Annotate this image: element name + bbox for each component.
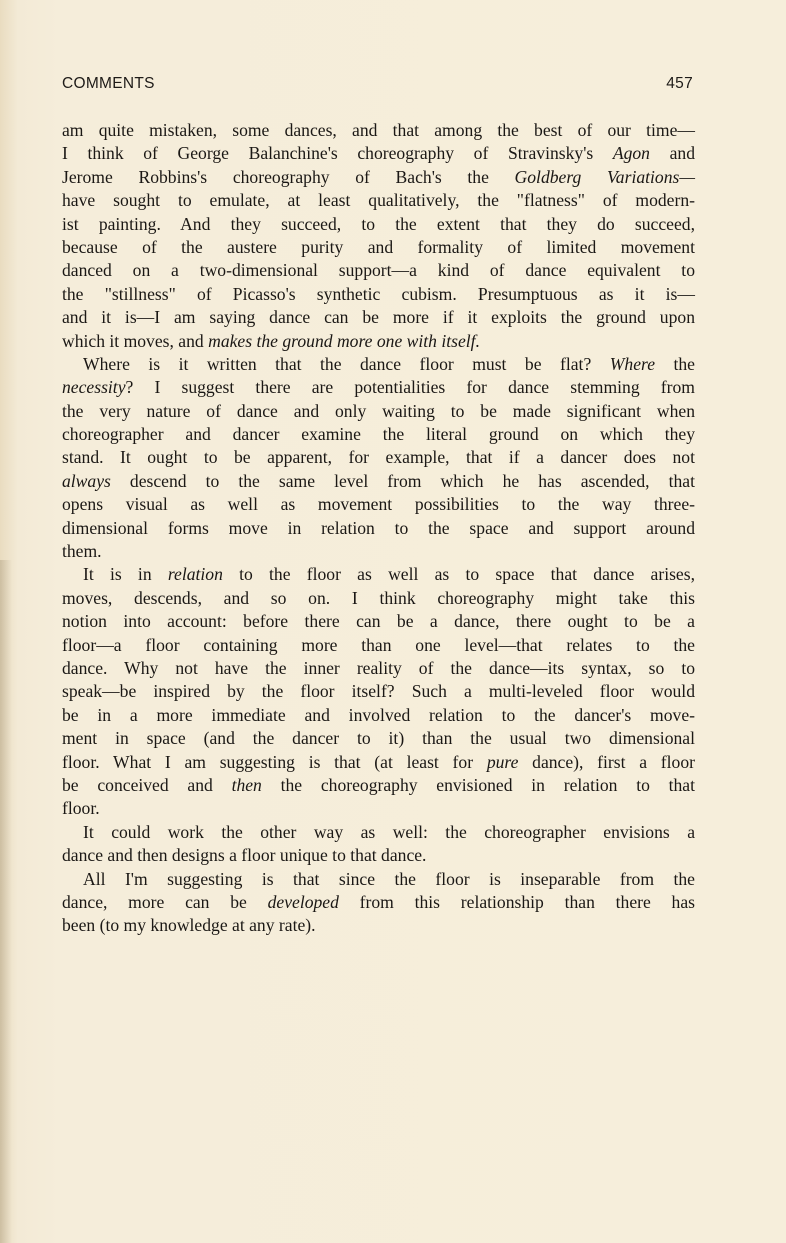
text-run: the: [655, 353, 695, 374]
text-line: [62, 259, 695, 282]
italic-text: necessity: [62, 377, 126, 398]
text-run: because of the austere purity and formality of limited movement: [62, 236, 695, 257]
text-run: danced on a two-dimensional support—a kind of dance equivalent to: [62, 260, 695, 281]
text-run: from this relationship than there has: [338, 891, 695, 912]
text-run: Where is it written that the dance floor must be flat?: [83, 353, 610, 374]
paragraph: [62, 821, 695, 868]
text-run: which it moves, and: [62, 330, 209, 351]
text-line: [62, 587, 695, 610]
italic-text: Agon: [612, 143, 650, 164]
text-line: [62, 657, 695, 680]
text-run: It is in: [83, 564, 168, 585]
text-run: Jerome Robbins's choreography of Bach's the: [62, 166, 515, 187]
text-line: [62, 797, 695, 820]
text-run: dance and then designs a floor unique to that dance.: [62, 845, 427, 866]
text-run: moves, descends, and so on. I think choreography might take this: [62, 587, 695, 608]
text-run: descend to the same level from which he has ascended, that: [110, 470, 695, 491]
text-run: ment in space (and the dancer to it) than the usual two dimensional: [62, 728, 695, 749]
text-run: floor. What I am suggesting is that (at least for: [62, 751, 487, 772]
text-line: [62, 330, 695, 353]
text-line: [62, 213, 695, 236]
text-line: [62, 751, 695, 774]
running-header: [62, 75, 693, 97]
text-run: notion into account: before there can be a dance, there ought to be a: [62, 611, 695, 632]
text-line: [62, 844, 695, 867]
text-run: It could work the other way as well: the choreographer envisions a: [83, 821, 695, 842]
text-run: dance, more can be: [62, 891, 268, 912]
text-line: [62, 774, 695, 797]
paragraph: [62, 119, 695, 353]
text-run: and: [649, 143, 695, 164]
italic-text: Goldberg Variations—: [514, 166, 695, 187]
text-line: [62, 680, 695, 703]
text-run: and it is—I am saying dance can be more if it exploits the ground upon: [62, 307, 695, 328]
text-line: [62, 563, 695, 586]
text-line: [62, 236, 695, 259]
text-run: opens visual as well as movement possibilities to the way three-: [62, 494, 695, 515]
text-line: [62, 446, 695, 469]
text-line: [62, 540, 695, 563]
text-line: [62, 189, 695, 212]
italic-text: then: [231, 774, 262, 795]
text-line: [62, 634, 695, 657]
text-line: [62, 470, 695, 493]
text-run: dance), first a floor: [518, 751, 695, 772]
paragraph: [62, 563, 695, 820]
text-run: the very nature of dance and only waiting to be made significant when: [62, 400, 695, 421]
text-line: [62, 704, 695, 727]
text-run: have sought to emulate, at least qualitatively, the "flatness" of modern-: [62, 190, 695, 211]
text-line: [62, 119, 695, 142]
paragraph: [62, 868, 695, 938]
italic-text: developed: [267, 891, 339, 912]
text-run: stand. It ought to be apparent, for example, that if a dancer does not: [62, 447, 695, 468]
text-line: [62, 610, 695, 633]
text-line: [62, 493, 695, 516]
text-line: [62, 423, 695, 446]
text-line: [62, 821, 695, 844]
text-line: [62, 142, 695, 165]
text-line: [62, 376, 695, 399]
text-run: be conceived and: [62, 774, 232, 795]
text-run: speak—be inspired by the floor itself? Such a multi-leveled floor would: [62, 681, 695, 702]
text-line: [62, 727, 695, 750]
italic-text: always: [62, 470, 111, 491]
italic-text: makes the ground more one with itself.: [208, 330, 480, 351]
page-gutter-shadow: [0, 560, 12, 1243]
body-text: [62, 119, 695, 938]
text-run: choreographer and dancer examine the literal ground on which they: [62, 424, 695, 445]
paragraph: [62, 353, 695, 564]
text-run: floor.: [62, 798, 100, 819]
italic-text: relation: [167, 564, 223, 585]
text-run: been (to my knowledge at any rate).: [62, 915, 316, 936]
text-line: [62, 517, 695, 540]
italic-text: pure: [486, 751, 519, 772]
text-line: [62, 353, 695, 376]
text-line: [62, 306, 695, 329]
text-run: floor—a floor containing more than one level—that relates to the: [62, 634, 695, 655]
text-run: be in a more immediate and involved relation to the dancer's move-: [62, 704, 695, 725]
text-run: All I'm suggesting is that since the floor is inseparable from the: [83, 868, 695, 889]
text-run: ? I suggest there are potentialities for dance stemming from: [125, 377, 695, 398]
text-line: [62, 914, 695, 937]
page-number: 457: [666, 75, 693, 92]
text-line: [62, 891, 695, 914]
italic-text: Where: [609, 353, 656, 374]
text-line: [62, 868, 695, 891]
text-run: ist painting. And they succeed, to the extent that they do succeed,: [62, 213, 695, 234]
text-line: [62, 400, 695, 423]
text-line: [62, 166, 695, 189]
text-run: dance. Why not have the inner reality of the dance—its syntax, so to: [62, 657, 695, 678]
section-title: COMMENTS: [62, 75, 155, 92]
text-run: to the floor as well as to space that dance arises,: [222, 564, 695, 585]
text-run: the "stillness" of Picasso's synthetic cubism. Presumptuous as it is—: [62, 283, 695, 304]
text-run: them.: [62, 541, 102, 562]
text-run: the choreography envisioned in relation to that: [261, 774, 696, 795]
text-line: [62, 283, 695, 306]
text-run: I think of George Balanchine's choreography of Stravinsky's: [62, 143, 613, 164]
text-run: dimensional forms move in relation to the space and support around: [62, 517, 695, 538]
text-run: am quite mistaken, some dances, and that among the best of our time—: [62, 120, 695, 140]
